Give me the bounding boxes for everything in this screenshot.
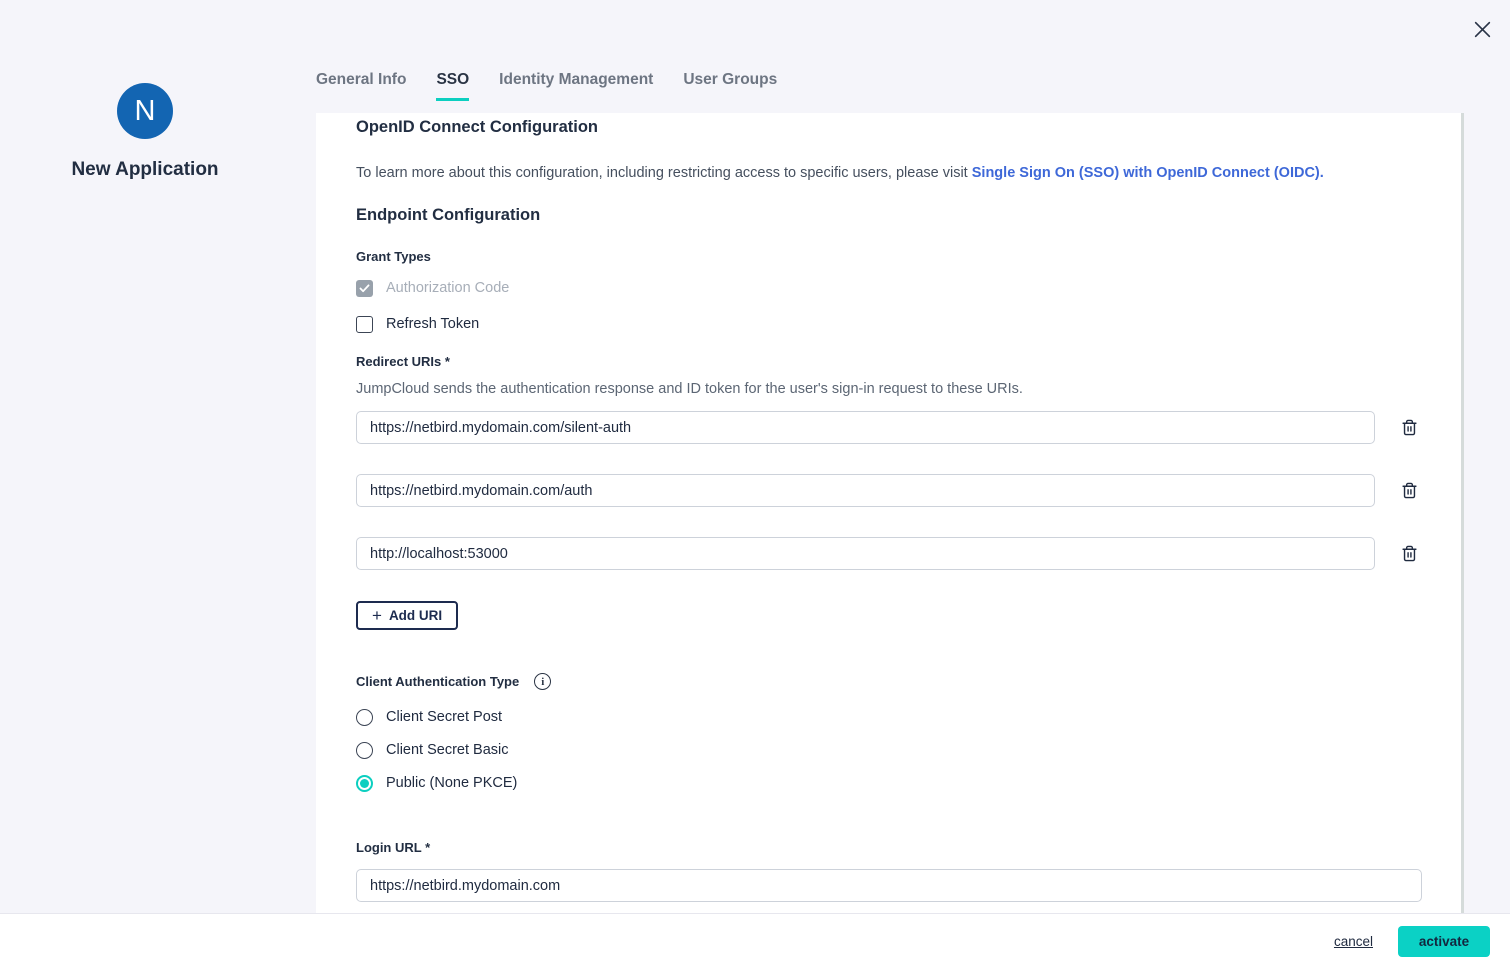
info-icon[interactable]: i (534, 673, 551, 690)
trash-icon (1401, 418, 1418, 437)
client-auth-option-post (356, 708, 1464, 726)
redirect-uris-description: JumpCloud sends the authentication response and ID token for the user's sign-in request to these URIs. (356, 381, 1023, 397)
tab-bar (316, 71, 777, 101)
footer-bar (0, 913, 1510, 969)
page-title: New Application (71, 159, 219, 180)
cancel-button[interactable]: cancel (1333, 934, 1373, 949)
redirect-uri-input-1[interactable] (356, 411, 1375, 444)
login-url-label: Login URL * (356, 840, 431, 855)
tab-general-info[interactable]: General Info (316, 71, 407, 88)
client-secret-post-radio[interactable] (356, 709, 373, 726)
intro-text-plain: To learn more about this configuration, including restricting access to specific users, please visit (356, 165, 972, 181)
redirect-uri-input-2[interactable] (356, 474, 1375, 507)
section-title-oidc: OpenID Connect Configuration (356, 118, 598, 136)
redirect-uris-section (356, 354, 1464, 630)
public-pkce-label: Public (None PKCE) (386, 775, 518, 791)
grant-type-row-refresh-token (356, 314, 1464, 334)
delete-uri-button-1[interactable] (1399, 418, 1419, 438)
add-uri-button-label: Add URI (388, 608, 443, 623)
add-uri-button[interactable] (356, 601, 458, 630)
client-secret-post-label: Client Secret Post (386, 709, 503, 725)
client-auth-label: Client Authentication Type (356, 674, 520, 689)
redirect-uris-label: Redirect URIs * (356, 354, 450, 369)
redirect-uri-row (356, 411, 1464, 444)
panel-scrollbar[interactable] (1461, 113, 1464, 913)
activate-button[interactable]: activate (1398, 926, 1490, 957)
client-secret-basic-radio[interactable] (356, 742, 373, 759)
delete-uri-button-2[interactable] (1399, 481, 1419, 501)
grant-types-label: Grant Types (356, 249, 431, 264)
avatar-initial: N (134, 94, 156, 127)
refresh-token-label: Refresh Token (386, 316, 480, 332)
redirect-uri-row (356, 474, 1464, 507)
tab-user-groups[interactable]: User Groups (683, 71, 778, 88)
client-auth-section (356, 673, 1464, 792)
client-secret-basic-label: Client Secret Basic (386, 742, 509, 758)
login-url-input[interactable] (356, 869, 1422, 902)
avatar (117, 83, 173, 139)
client-auth-option-public (356, 774, 1464, 792)
public-pkce-radio[interactable] (356, 775, 373, 792)
authorization-code-checkbox (356, 280, 373, 297)
checkmark-icon (359, 284, 370, 293)
trash-icon (1401, 481, 1418, 500)
intro-text (356, 163, 1464, 183)
delete-uri-button-3[interactable] (1399, 544, 1419, 564)
authorization-code-label: Authorization Code (386, 280, 510, 296)
grant-type-row-authorization-code (356, 278, 1464, 298)
plus-icon: + (372, 606, 382, 625)
tab-identity-management[interactable]: Identity Management (499, 71, 654, 88)
close-button[interactable] (1470, 17, 1494, 41)
sso-config-panel (316, 113, 1464, 913)
section-title-endpoint: Endpoint Configuration (356, 206, 541, 224)
client-auth-option-basic (356, 741, 1464, 759)
application-summary-rail (0, 0, 316, 913)
tab-sso[interactable]: SSO (436, 71, 469, 101)
sso-oidc-docs-link[interactable]: Single Sign On (SSO) with OpenID Connect (OIDC). (971, 165, 1324, 181)
close-icon (1472, 19, 1493, 40)
refresh-token-checkbox[interactable] (356, 316, 373, 333)
trash-icon (1401, 544, 1418, 563)
redirect-uri-row (356, 537, 1464, 570)
redirect-uri-input-3[interactable] (356, 537, 1375, 570)
